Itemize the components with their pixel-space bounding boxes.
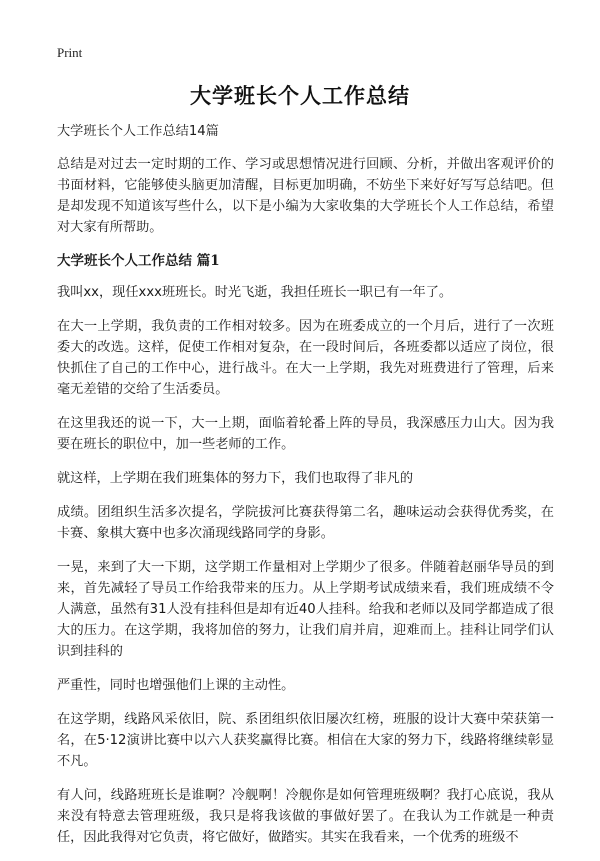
body-paragraph-8: 在这学期，线路风采依旧，院、系团组织依旧屡次红榜，班服的设计大赛中荣获第一名，在5·12演讲比赛中以六人获奖赢得比赛。相信在大家的努力下，线路将继续彰显不凡。 — [57, 712, 554, 769]
body-paragraph-1: 我叫xx，现任xxx班班长。时光飞逝，我担任班长一职已有一年了。 — [57, 285, 453, 300]
body-paragraph-6: 一晃，来到了大一下期，这学期工作量相对上学期少了很多。伴随着赵丽华导员的到来，首先减轻了导员工作给我带来的压力。从上学期考试成绩来看，我们班成绩不令人满意，虽然有31人没有挂科但是却有近40人挂科。给我和老师以及同学都造成了很大的压力。在这学期，我将加倍的努力，让我们肩并肩，迎难而上。挂科让同学们认识到挂科的 — [57, 560, 554, 659]
document-body — [57, 121, 554, 861]
body-paragraph-7: 严重性，同时也增强他们上课的主动性。 — [57, 678, 295, 693]
intro-paragraph: 总结是对过去一定时期的工作、学习或思想情况进行回顾、分析，并做出客观评价的书面材料，它能够使头脑更加清醒，目标更加明确，不妨坐下来好好写写总结吧。但是却发现不知道该写些什么，以下是小编为大家收集的大学班长个人工作总结，希望对大家有所帮助。 — [57, 157, 554, 235]
page-title: 大学班长个人工作总结 — [190, 84, 410, 108]
body-paragraph-9: 有人问，线路班班长是谁啊？冷舰啊！冷舰你是如何管理班级啊？我打心底说，我从来没有特意去管理班级，我只是将我该做的事做好罢了。在我认为工作就是一种责任，因此我得对它负责，将它做好，做踏实。其实在我看来，一个优秀的班级不 — [57, 788, 554, 845]
body-paragraph-2: 在大一上学期，我负责的工作相对较多。因为在班委成立的一个月后，进行了一次班委大的改选。这样，促使工作相对复杂，在一段时间后，各班委都以适应了岗位，很快抓住了自己的工作中心，进行战斗。在大一上学期，我先对班费进行了管理，后来毫无差错的交给了生活委员。 — [57, 319, 554, 397]
print-link[interactable]: Print — [57, 45, 83, 60]
body-paragraph-4: 就这样，上学期在我们班集体的努力下，我们也取得了非凡的 — [57, 471, 414, 486]
body-paragraph-5: 成绩。团组织生活多次提名，学院拔河比赛获得第二名，趣味运动会获得优秀奖，在卡赛、象棋大赛中也多次涌现线路同学的身影。 — [57, 505, 554, 541]
document-subtitle: 大学班长个人工作总结14篇 — [57, 124, 219, 139]
body-paragraph-3: 在这里我还的说一下，大一上期，面临着轮番上阵的导员，我深感压力山大。因为我要在班长的职位中，加一些老师的工作。 — [57, 416, 554, 452]
section-heading: 大学班长个人工作总结 篇1 — [57, 253, 220, 269]
